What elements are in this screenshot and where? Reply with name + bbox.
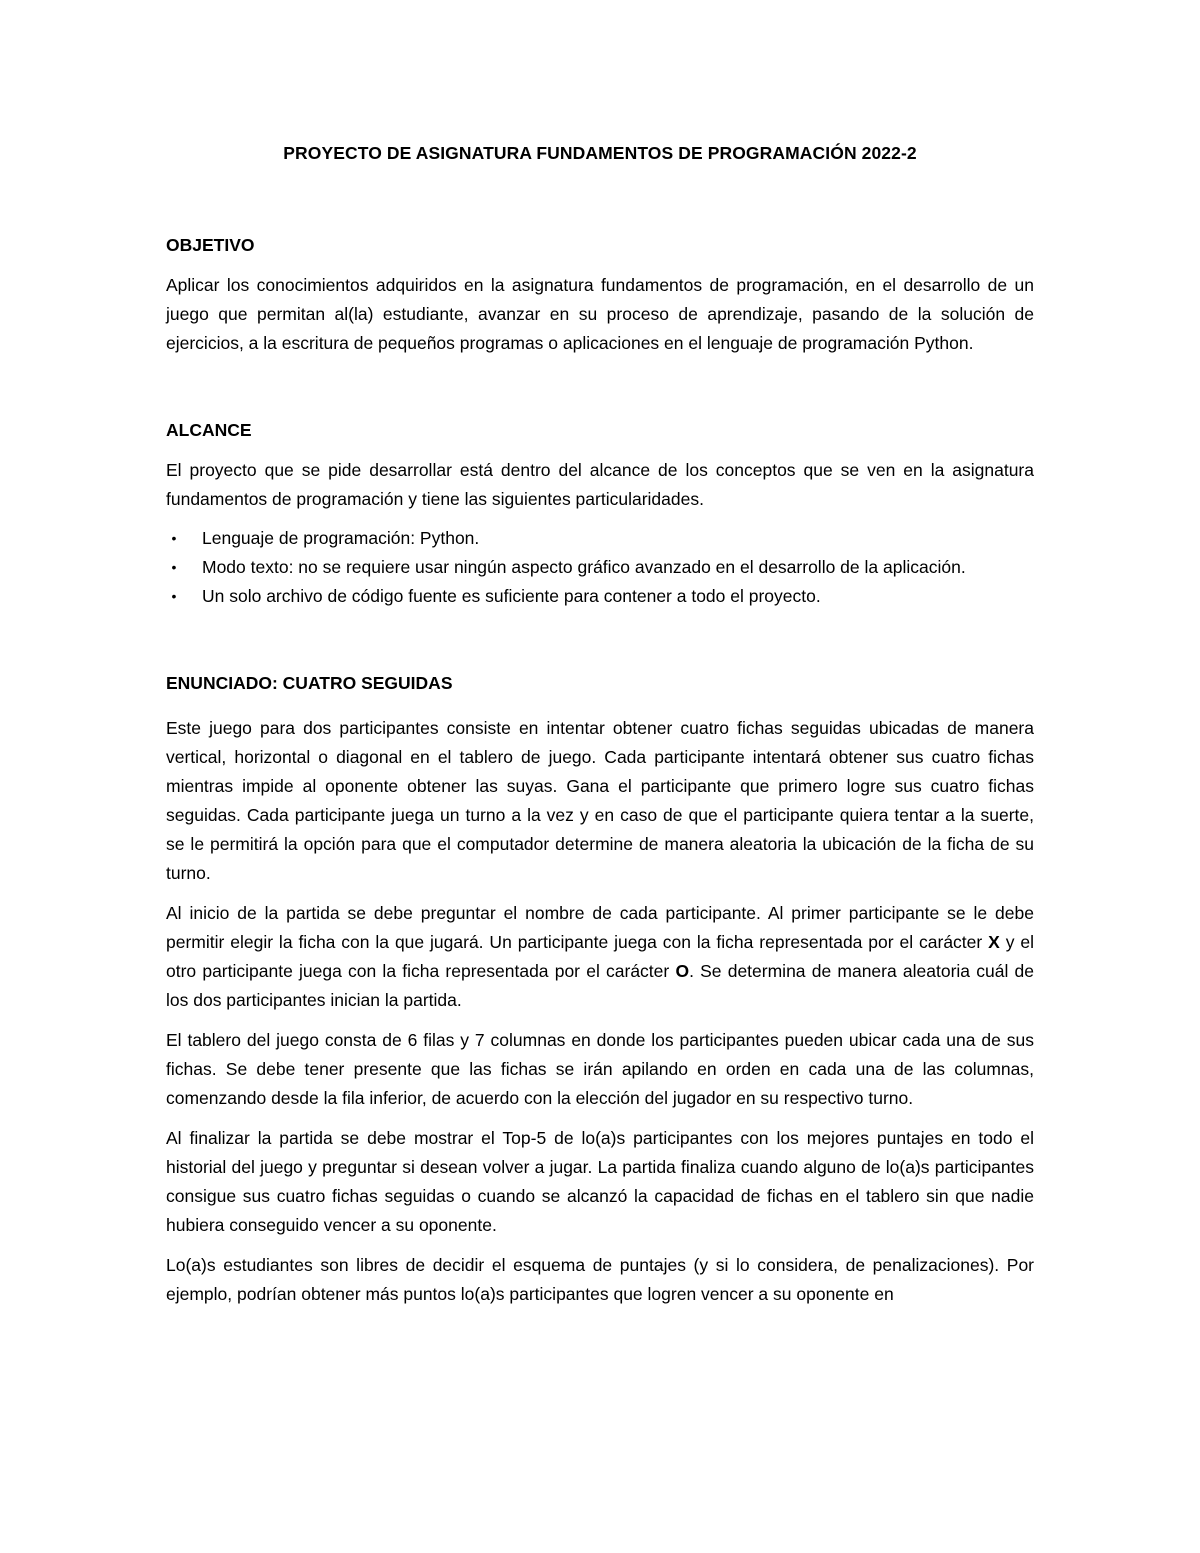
list-item bbox=[166, 524, 1034, 553]
paragraph-text: y el otro participante juega con la ficha representada por el carácter bbox=[166, 932, 1034, 981]
paragraph-objetivo: Aplicar los conocimientos adquiridos en la asignatura fundamentos de programación, en el desarrollo de un juego que permitan al(la) estudiante, avanzar en su proceso de aprendizaje, pasando de la solución de ejercicios, a la escritura de pequeños programas o aplicaciones en el lenguaje de programación Python. bbox=[166, 275, 1034, 353]
heading-enunciado: ENUNCIADO: CUATRO SEGUIDAS bbox=[166, 673, 453, 693]
paragraph-text: Al inicio de la partida se debe preguntar el nombre de cada participante. Al primer participante se le debe permitir elegir la ficha con la que jugará. Un participante juega con la ficha representada por el carácter bbox=[166, 903, 1034, 952]
paragraph-enunciado-3: El tablero del juego consta de 6 filas y 7 columnas en donde los participantes pueden ubicar cada una de sus fichas. Se debe tener presente que las fichas se irán apilando en orden en cada una de las columnas, comenzando desde la fila inferior, de acuerdo con la elección del jugador en su respectivo turno. bbox=[166, 1030, 1034, 1108]
bullet-icon: • bbox=[171, 530, 177, 546]
paragraph-enunciado-4: Al finalizar la partida se debe mostrar el Top-5 de lo(a)s participantes con los mejores puntajes en todo el historial del juego y preguntar si desean volver a jugar. La partida finaliza cuando alguno de lo(a)s participantes consigue sus cuatro fichas seguidas o cuando se alcanzó la capacidad de fichas en el tablero sin que nadie hubiera conseguido vencer a su oponente. bbox=[166, 1128, 1034, 1235]
paragraph-enunciado-2 bbox=[166, 899, 1034, 1015]
list-item bbox=[166, 582, 1034, 611]
document-title: PROYECTO DE ASIGNATURA FUNDAMENTOS DE PROGRAMACIÓN 2022-2 bbox=[283, 143, 917, 163]
bullet-icon: • bbox=[171, 588, 177, 604]
paragraph-text: . Se determina de manera aleatoria cuál de los dos participantes inician la partida. bbox=[166, 961, 1034, 1010]
heading-objetivo: OBJETIVO bbox=[166, 235, 255, 255]
heading-alcance: ALCANCE bbox=[166, 420, 252, 440]
paragraph-enunciado-1: Este juego para dos participantes consiste en intentar obtener cuatro fichas seguidas ubicadas de manera vertical, horizontal o diagonal en el tablero de juego. Cada participante intentará obtener sus cuatro fichas mientras impide al oponente obtener las suyas. Gana el participante que primero logre sus cuatro fichas seguidas. Cada participante juega un turno a la vez y en caso de que el participante quiera tentar a la suerte, se le permitirá la opción para que el computador determine de manera aleatoria la ubicación de la ficha de su turno. bbox=[166, 718, 1034, 883]
piece-o-char: O bbox=[675, 961, 690, 981]
bullet-icon: • bbox=[171, 559, 177, 575]
bullet-text: Modo texto: no se requiere usar ningún aspecto gráfico avanzado en el desarrollo de la aplicación. bbox=[202, 557, 966, 577]
paragraph-enunciado-5: Lo(a)s estudiantes son libres de decidir el esquema de puntajes (y si lo considera, de penalizaciones). Por ejemplo, podrían obtener más puntos lo(a)s participantes que logren vencer a su oponente en bbox=[166, 1255, 1034, 1304]
document-content bbox=[166, 140, 1034, 1309]
bullet-text: Lenguaje de programación: Python. bbox=[202, 528, 480, 548]
piece-x-char: X bbox=[988, 932, 1000, 952]
alcance-bullet-list bbox=[166, 524, 1034, 611]
paragraph-alcance: El proyecto que se pide desarrollar está dentro del alcance de los conceptos que se ven en la asignatura fundamentos de programación y tiene las siguientes particularidades. bbox=[166, 460, 1034, 509]
list-item bbox=[166, 553, 1034, 582]
bullet-text: Un solo archivo de código fuente es suficiente para contener a todo el proyecto. bbox=[202, 586, 821, 606]
